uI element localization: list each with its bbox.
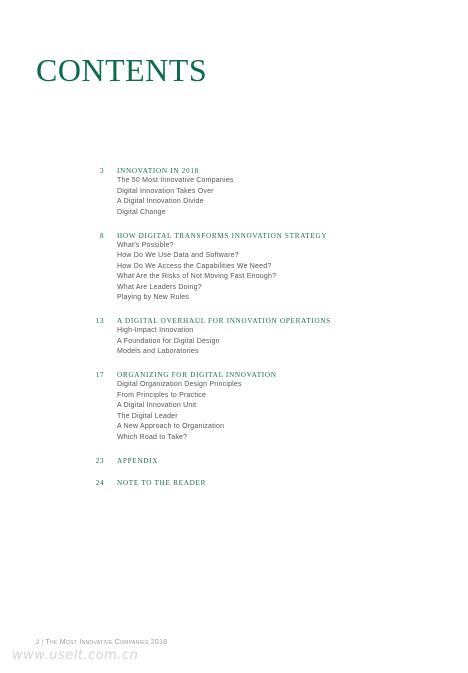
toc-item[interactable]: What’s Possible? [117,241,174,249]
toc-item[interactable]: Digital Change [117,208,166,216]
toc-item[interactable]: The Digital Leader [117,412,178,420]
toc-item-list [117,241,468,304]
footer-page-number: 2 [36,640,40,646]
toc-item[interactable]: A New Approach to Organization [117,423,225,430]
toc-item[interactable]: Models and Laboratories [117,348,199,355]
toc-page-number: 23 [95,455,104,465]
toc-page-number: 3 [99,166,104,175]
toc-item[interactable]: Playing by New Rules [117,294,190,301]
toc-section [0,316,468,358]
toc-item[interactable]: A Foundation for Digital Design [117,337,220,345]
table-of-contents [0,166,468,501]
toc-item[interactable]: A Digital Innovation Unit [117,402,197,409]
footer-separator: | [41,640,44,646]
toc-item[interactable]: How Do We Use Data and Software? [117,252,239,259]
toc-item[interactable]: High-Impact Innovation [117,327,194,334]
toc-item[interactable]: From Principles to Practice [117,391,207,399]
toc-item-list [117,326,468,358]
toc-item[interactable]: Digital Organization Design Principles [117,381,242,388]
toc-item-list [117,176,468,218]
toc-section [0,166,468,218]
toc-item[interactable]: Which Road to Take? [117,433,188,441]
toc-page-number: 24 [95,478,104,487]
toc-section-heading[interactable]: HOW DIGITAL TRANSFORMS INNOVATION STRATEGY [117,231,328,240]
toc-item-list [117,380,468,443]
toc-page-number: 17 [95,370,104,379]
toc-section-heading[interactable]: NOTE TO THE READER [117,479,207,487]
toc-section [0,231,468,304]
toc-section-heading[interactable]: INNOVATION IN 2018 [117,167,199,175]
toc-item[interactable]: What Are Leaders Doing? [117,283,202,291]
toc-page-number: 8 [99,230,104,240]
footer-publication-title: The Most Innovative Companies 2018 [45,639,168,646]
toc-section [0,370,468,443]
toc-section-heading[interactable]: APPENDIX [117,456,159,465]
toc-section-heading[interactable]: ORGANIZING FOR DIGITAL INNOVATION [117,371,277,379]
toc-item[interactable]: A Digital Innovation Divide [117,198,204,205]
page-footer [36,639,168,647]
toc-item[interactable]: The 50 Most Innovative Companies [117,177,234,184]
toc-section [0,478,468,488]
page-title: CONTENTS [36,52,208,88]
toc-page-number: 13 [95,316,104,325]
toc-section-heading[interactable]: A DIGITAL OVERHAUL FOR INNOVATION OPERATIONS [117,317,331,325]
watermark: www.uselt.com.cn [12,648,139,663]
toc-item[interactable]: How Do We Access the Capabilities We Need? [117,262,272,270]
toc-item[interactable]: Digital Innovation Takes Over [117,187,214,195]
toc-section [0,456,468,466]
toc-item[interactable]: What Are the Risks of Not Moving Fast Enough? [117,273,277,280]
